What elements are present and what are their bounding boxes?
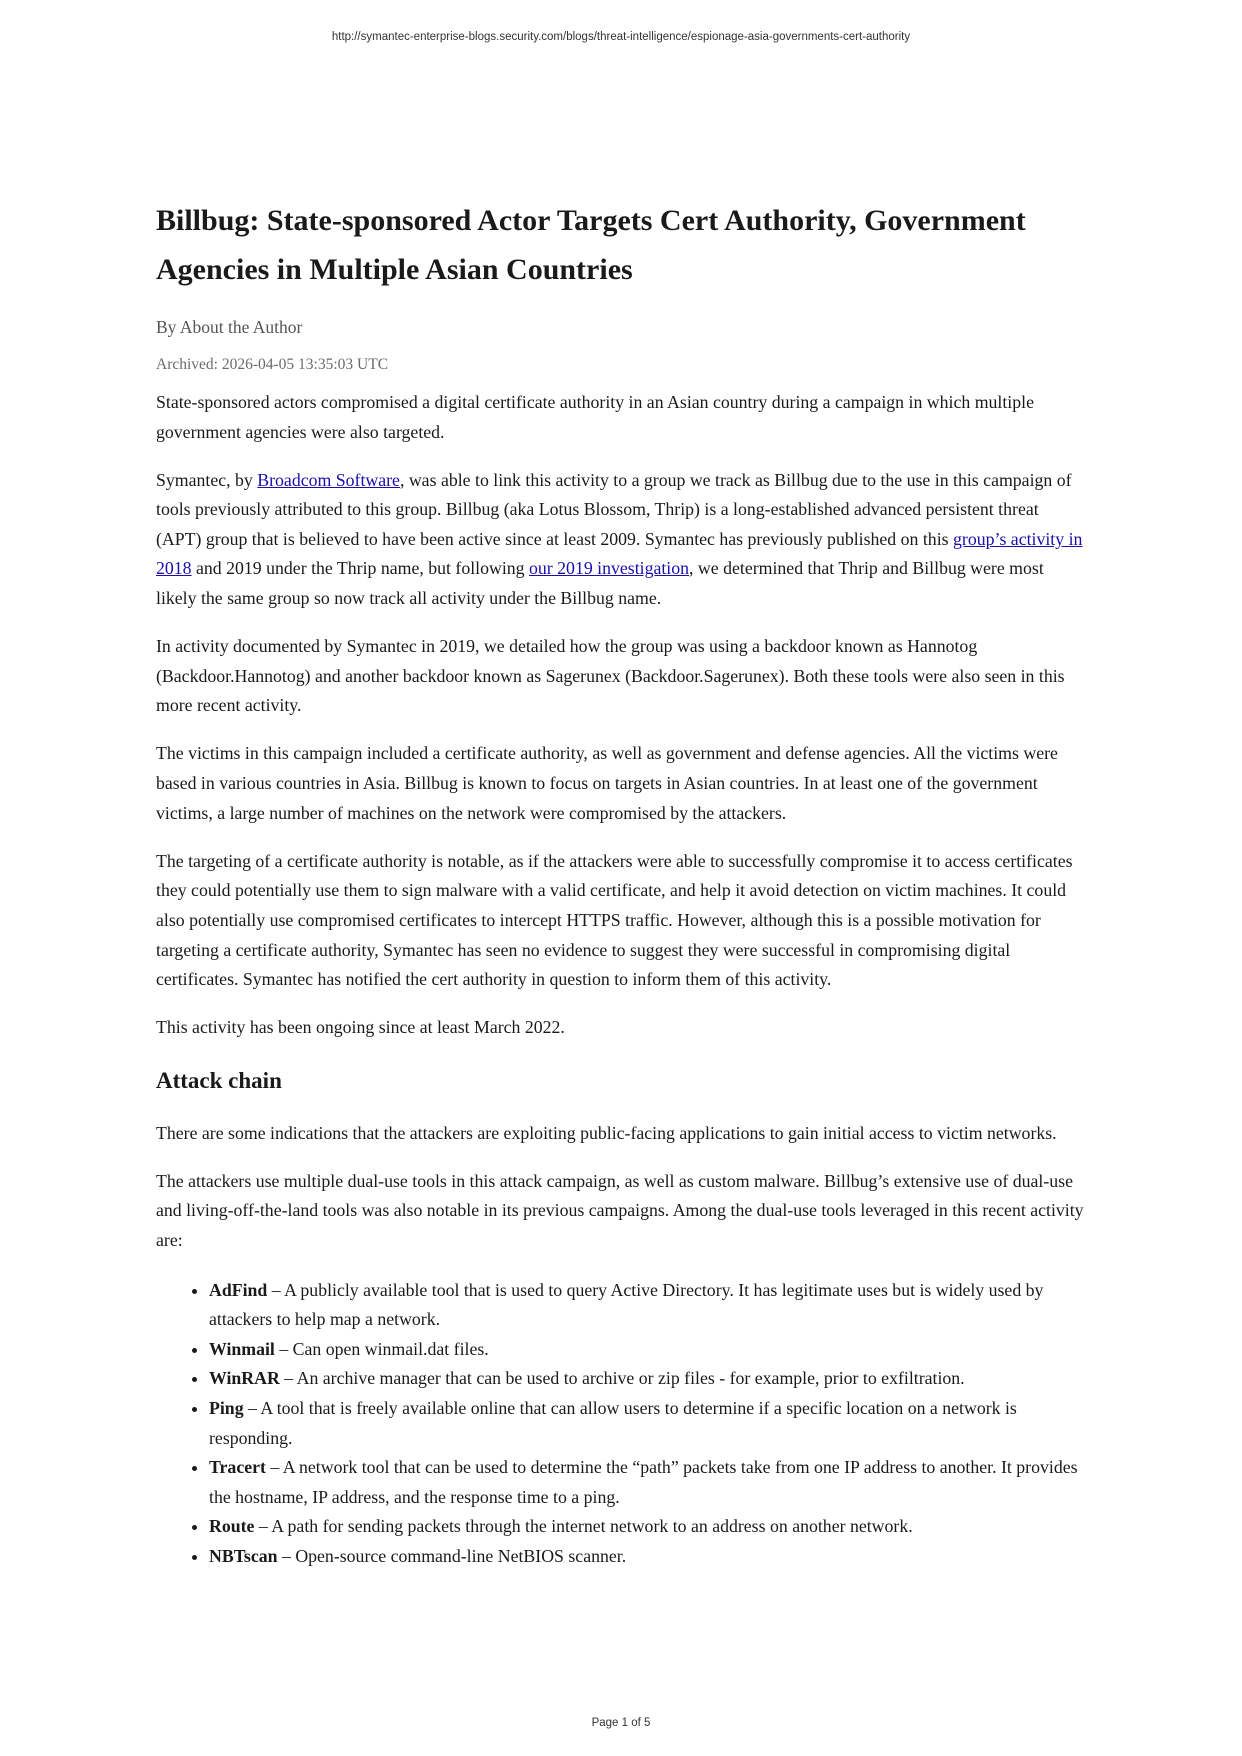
group-activity-2018-link[interactable]: group’s activity in 2018 [156,528,1083,579]
attribution-paragraph [156,466,1086,614]
attack-chain-heading: Attack chain [156,1067,282,1093]
intro-paragraph: State-sponsored actors compromised a digital certificate authority in an Asian country during a campaign in which multiple government agencies were also targeted. [156,392,1034,442]
tool-description: – A tool that is freely available online that can allow users to determine if a specific location on a network is responding. [209,1398,1017,1448]
list-item [209,1394,1086,1453]
source-url: http://symantec-enterprise-blogs.security.com/blogs/threat-intelligence/espionage-asia-governments-cert-authority [331,31,911,43]
dual-use-tools-paragraph: The attackers use multiple dual-use tools in this attack campaign, as well as custom malware. Billbug’s extensive use of dual-use and living-off-the-land tools was also notable in its previous campaigns. Among the dual-use tools leveraged in this recent activity are: [156,1170,1084,1251]
victims-paragraph: The victims in this campaign included a certificate authority, as well as government and defense agencies. All the victims were based in various countries in Asia. Billbug is known to focus on targets in Asian countries. In at least one of the government victims, a large number of machines on the network were compromised by the attackers. [156,743,1058,823]
text-segment: and 2019 under the Thrip name, but following [191,558,530,579]
article [156,196,1086,1572]
tool-description: – A network tool that can be used to determine the “path” packets take from one IP address to another. It provides the hostname, IP address, and the response time to a ping. [209,1457,1078,1507]
page-number: Page 1 of 5 [591,1717,651,1729]
author-byline: By About the Author [156,317,303,337]
tool-description: – A publicly available tool that is used to query Active Directory. It has legitimate uses but is widely used by attackers to help map a network. [209,1279,1044,1330]
tool-description: – Can open winmail.dat files. [274,1338,489,1359]
backdoors-paragraph: In activity documented by Symantec in 2019, we detailed how the group was using a backdoor known as Hannotog (Backdoor.Hannotog) and another backdoor known as Sagerunex (Backdoor.Sagerunex). Both these tools were also seen in this more recent activity. [156,636,1065,716]
tool-name: Tracert [209,1457,266,1478]
archived-timestamp: Archived: 2026-04-05 13:35:03 UTC [156,356,389,373]
list-item [209,1335,1086,1365]
broadcom-software-link[interactable]: Broadcom Software [257,469,400,490]
list-item [209,1276,1086,1335]
tool-description: – An archive manager that can be used to archive or zip files - for example, prior to exfiltration. [279,1368,965,1389]
text-segment: , we determined that Thrip and Billbug were most likely the same group so now track all activity under the Billbug name. [156,558,1044,609]
tool-name: AdFind [209,1279,268,1300]
list-item [209,1512,1086,1542]
list-item [209,1542,1086,1572]
list-item [209,1364,1086,1394]
timeline-paragraph: This activity has been ongoing since at least March 2022. [156,1017,565,1038]
text-segment: Symantec, by [156,469,258,490]
tool-name: WinRAR [209,1368,280,1389]
investigation-2019-link[interactable]: our 2019 investigation [529,558,690,579]
tool-description: – Open-source command-line NetBIOS scanner. [277,1546,627,1566]
list-item [209,1453,1086,1512]
tool-name: NBTscan [209,1546,278,1566]
initial-access-paragraph: There are some indications that the attackers are exploiting public-facing applications to gain initial access to victim networks. [156,1122,1057,1143]
tool-name: Route [209,1516,255,1537]
tool-name: Ping [209,1398,244,1419]
article-title: Billbug: State-sponsored Actor Targets Cert Authority, Government Agencies in Multiple Asian Countries [156,204,1026,286]
text-segment: , was able to link this activity to a group we track as Billbug due to the use in this campaign of tools previously attributed to this group. Billbug (aka Lotus Blossom, Thrip) is a long-established advanced persistent threat (APT) group that is believed to have been active since at least 2009. Symantec has previously published on this [156,469,1072,549]
cert-authority-paragraph: The targeting of a certificate authority is notable, as if the attackers were able to successfully compromise it to access certificates they could potentially use them to sign malware with a valid certificate, and help it avoid detection on victim machines. It could also potentially use compromised certificates to intercept HTTPS traffic. However, although this is a possible motivation for targeting a certificate authority, Symantec has seen no evidence to suggest they were successful in compromising digital certificates. Symantec has notified the cert authority in question to inform them of this activity. [156,850,1073,990]
tool-name: Winmail [209,1338,275,1359]
tools-list [156,1276,1086,1572]
tool-description: – A path for sending packets through the internet network to an address on another network. [254,1516,913,1537]
